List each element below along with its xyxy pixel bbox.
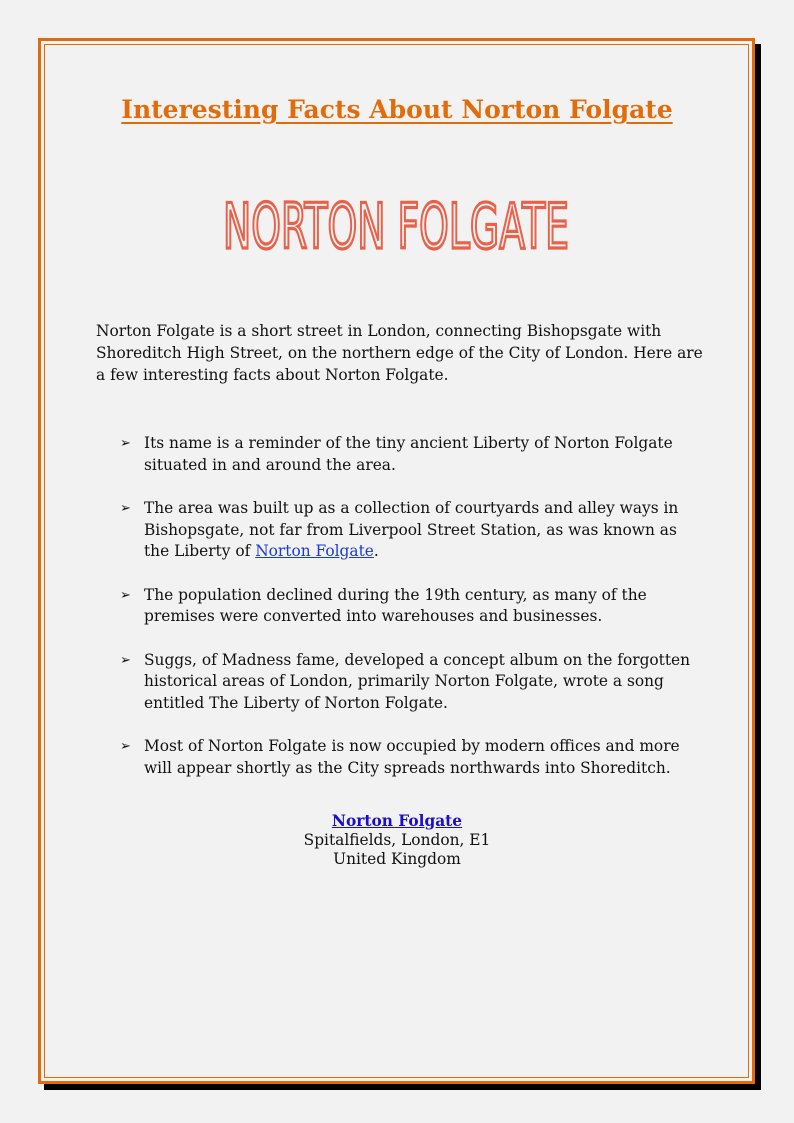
fact-text: Suggs, of Madness fame, developed a concept album on the forgotten historical areas of London, primarily Norton Folgate, wrote a song entitled The Liberty of Norton Folgate. bbox=[144, 650, 691, 712]
logo-svg bbox=[218, 188, 574, 262]
arrow-bullet-icon: ➢ bbox=[120, 587, 131, 603]
arrow-bullet-icon: ➢ bbox=[120, 652, 131, 668]
fact-text: The population declined during the 19th century, as many of the premises were converted into warehouses and businesses. bbox=[144, 585, 647, 625]
list-item bbox=[120, 433, 700, 476]
address-name-link[interactable]: Norton Folgate bbox=[331, 812, 463, 830]
list-item bbox=[120, 498, 700, 563]
fact-text: Most of Norton Folgate is now occupied by modern offices and more will appear shortly as the City spreads northwards into Shoreditch. bbox=[144, 737, 680, 777]
list-item bbox=[120, 736, 700, 779]
norton-folgate-link[interactable]: Norton Folgate bbox=[255, 542, 374, 560]
address-line-1: Spitalfields, London, E1 bbox=[303, 831, 491, 849]
norton-folgate-logo bbox=[218, 188, 574, 262]
address-line-2: United Kingdom bbox=[333, 850, 461, 868]
logo-text: NORTON FOLGATE bbox=[223, 190, 569, 263]
fact-text-end: . bbox=[373, 542, 379, 560]
list-item bbox=[120, 585, 700, 628]
page-title: Interesting Facts About Norton Folgate bbox=[121, 95, 673, 124]
fact-text: The area was built up as a collection of courtyards and alley ways in Bishopsgate, not far from Liverpool Street Station, as was known as the Liberty of bbox=[144, 499, 679, 560]
facts-list bbox=[120, 433, 700, 779]
address-block bbox=[0, 812, 794, 869]
arrow-bullet-icon: ➢ bbox=[120, 436, 131, 451]
list-item bbox=[120, 650, 700, 715]
fact-text: Its name is a reminder of the tiny ancient Liberty of Norton Folgate situated in and around the area. bbox=[144, 434, 673, 474]
intro-paragraph: Norton Folgate is a short street in London, connecting Bishopsgate with Shoreditch High Street, on the northern edge of the City of London. Here are a few interesting facts about Norton Folgate. bbox=[96, 322, 703, 384]
arrow-bullet-icon: ➢ bbox=[120, 739, 131, 754]
arrow-bullet-icon: ➢ bbox=[120, 501, 131, 516]
